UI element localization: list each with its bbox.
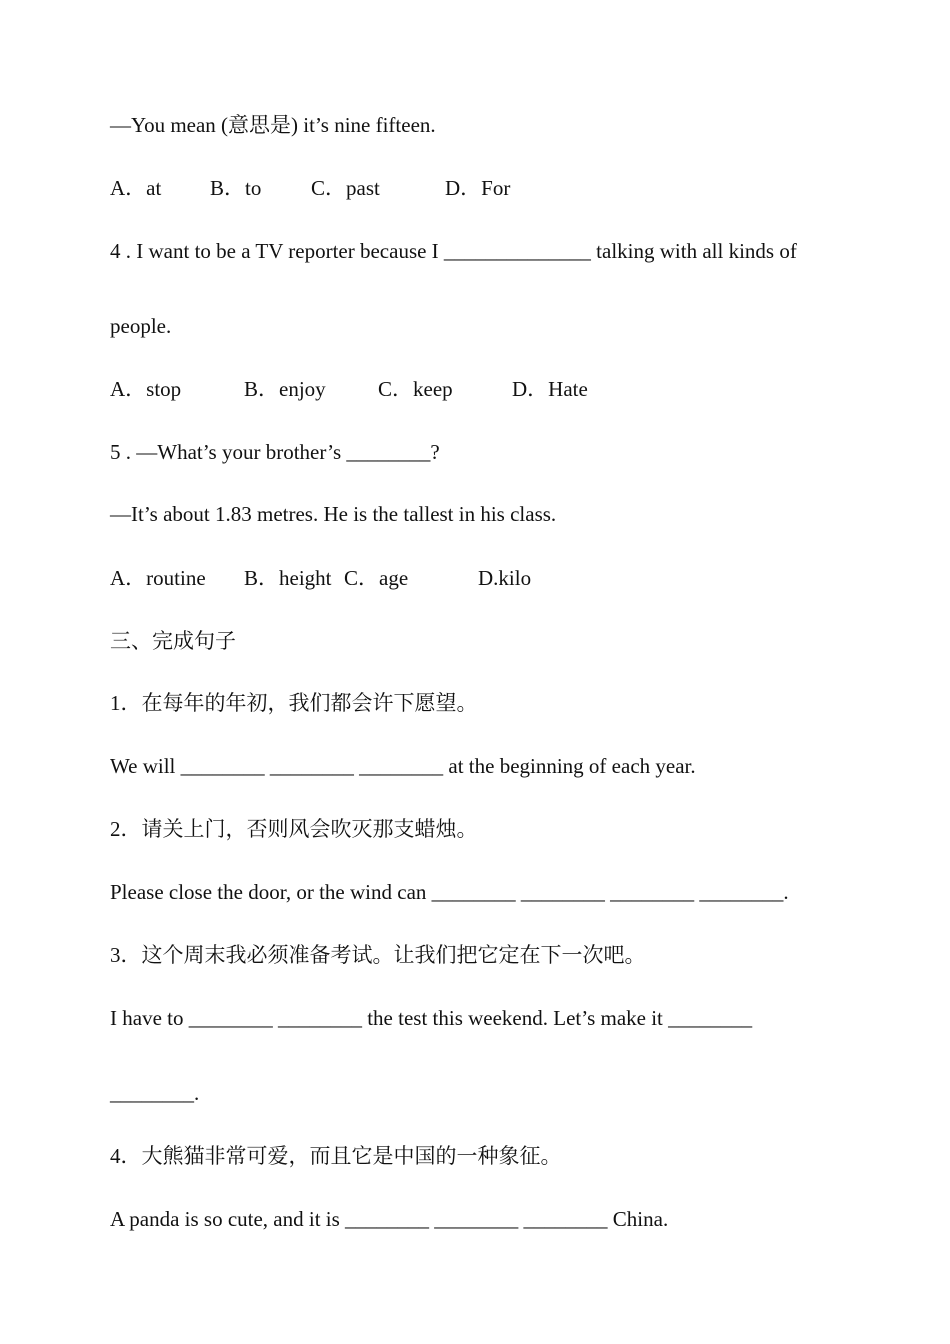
q3-option-c: C．past: [311, 176, 380, 200]
q3-answer-line: —You mean (意思是) it’s nine fifteen.: [110, 113, 436, 137]
q4-stem-line1: 4 . I want to be a TV reporter because I ______________ talking with all kinds of: [110, 239, 797, 263]
s3-item4-chinese: 4．大熊猫非常可爱，而且它是中国的一种象征。: [110, 1144, 562, 1168]
q5-option-a: A．routine: [110, 566, 206, 590]
s3-item2-chinese: 2．请关上门，否则风会吹灭那支蜡烛。: [110, 817, 478, 841]
s3-item3-chinese: 3．这个周末我必须准备考试。让我们把它定在下一次吧。: [110, 943, 646, 967]
q4-stem-line2: people.: [110, 314, 172, 338]
q4-option-d: D．Hate: [512, 377, 588, 401]
q3-option-a: A．at: [110, 176, 162, 200]
s3-item1-english: We will ________ ________ ________ at the beginning of each year.: [110, 754, 696, 778]
q3-option-b: B．to: [210, 176, 262, 200]
q4-option-b: B．enjoy: [244, 377, 326, 401]
q5-option-b: B．height: [244, 566, 332, 590]
s3-item1-chinese: 1．在每年的年初，我们都会许下愿望。: [110, 691, 478, 715]
q5-option-d: D.kilo: [478, 566, 532, 590]
q4-option-a: A．stop: [110, 377, 182, 401]
s3-item3-english: I have to ________ ________ the test this weekend. Let’s make it ________: [110, 1006, 753, 1030]
section3-title: 三、完成句子: [110, 629, 236, 653]
q4-option-c: C．keep: [378, 377, 453, 401]
s3-item3-english-cont: ________.: [110, 1081, 200, 1105]
q3-option-d: D．For: [445, 176, 511, 200]
q5-stem: 5 . —What’s your brother’s ________?: [110, 440, 440, 464]
q5-option-c: C．age: [344, 566, 409, 590]
s3-item4-english: A panda is so cute, and it is ________ ________ ________ China.: [110, 1207, 669, 1231]
s3-item2-english: Please close the door, or the wind can ________ ________ ________ ________.: [110, 880, 789, 904]
q5-answer-line: —It’s about 1.83 metres. He is the tallest in his class.: [110, 502, 557, 526]
